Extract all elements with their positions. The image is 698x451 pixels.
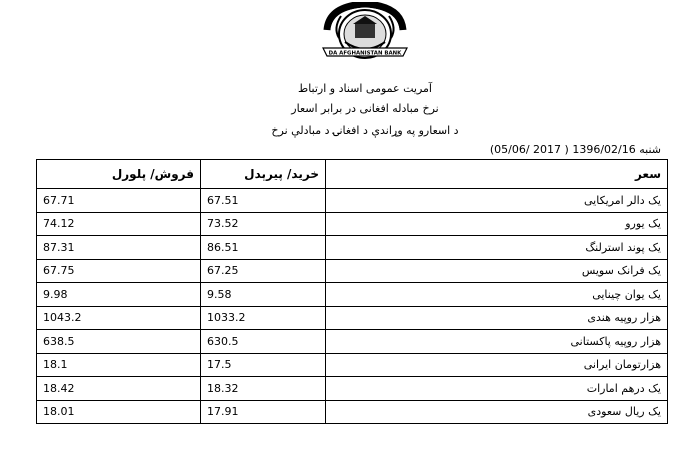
column-header-buy: خرید/ پیرېدل <box>201 160 326 189</box>
table-row <box>37 306 668 330</box>
column-header-sell: فروش/ پلورل <box>37 160 201 189</box>
table-row <box>37 212 668 236</box>
buy-rate-cell: 17.5 <box>201 353 326 377</box>
sell-rate-cell: 18.42 <box>37 377 201 401</box>
currency-name-cell: یک درهم امارات <box>326 377 668 401</box>
currency-name-cell: هزار روپیه پاکستانی <box>326 330 668 354</box>
sell-rate-cell: 87.31 <box>37 236 201 260</box>
table-header-row <box>37 160 668 189</box>
currency-name-cell: یک فرانک سویس <box>326 259 668 283</box>
table-row <box>37 377 668 401</box>
currency-name-cell: هزارتومان ایرانی <box>326 353 668 377</box>
buy-rate-cell: 86.51 <box>201 236 326 260</box>
table-row <box>37 283 668 307</box>
currency-name-cell: یک دالر امریکایی <box>326 189 668 213</box>
date-label: شنبه 1396/02/16 ( 2017 /05/06) <box>489 143 661 156</box>
buy-rate-cell: 67.51 <box>201 189 326 213</box>
table-row <box>37 189 668 213</box>
currency-name-cell: یک یورو <box>326 212 668 236</box>
sell-rate-cell: 18.01 <box>37 400 201 424</box>
page-title-pashto: د اسعارو په وړاندې د افغانۍ د مبادلې نرخ <box>271 124 459 137</box>
buy-rate-cell: 73.52 <box>201 212 326 236</box>
currency-name-cell: یک یوان چینایی <box>326 283 668 307</box>
buy-rate-cell: 67.25 <box>201 259 326 283</box>
buy-rate-cell: 9.58 <box>201 283 326 307</box>
bank-seal-icon <box>317 2 413 64</box>
bank-logo <box>317 2 413 64</box>
sell-rate-cell: 638.5 <box>37 330 201 354</box>
sell-rate-cell: 67.75 <box>37 259 201 283</box>
buy-rate-cell: 17.91 <box>201 400 326 424</box>
sell-rate-cell: 18.1 <box>37 353 201 377</box>
sell-rate-cell: 1043.2 <box>37 306 201 330</box>
currency-name-cell: یک پوند استرلنگ <box>326 236 668 260</box>
table-row <box>37 353 668 377</box>
page-title-dari: نرخ مبادله افغانی در برابر اسعار <box>291 102 439 115</box>
currency-name-cell: یک ریال سعودی <box>326 400 668 424</box>
table-row <box>37 236 668 260</box>
currency-name-cell: هزار روپیه هندی <box>326 306 668 330</box>
buy-rate-cell: 630.5 <box>201 330 326 354</box>
sell-rate-cell: 9.98 <box>37 283 201 307</box>
sell-rate-cell: 74.12 <box>37 212 201 236</box>
table-row <box>37 330 668 354</box>
buy-rate-cell: 1033.2 <box>201 306 326 330</box>
bank-label: DA AFGHANISTAN BANK <box>328 50 402 57</box>
department-title: آمریت عمومی اسناد و ارتباط <box>298 82 432 95</box>
table-row <box>37 400 668 424</box>
table-row <box>37 259 668 283</box>
buy-rate-cell: 18.32 <box>201 377 326 401</box>
exchange-rate-table <box>36 159 668 424</box>
sell-rate-cell: 67.71 <box>37 189 201 213</box>
column-header-currency: سعر <box>326 160 668 189</box>
